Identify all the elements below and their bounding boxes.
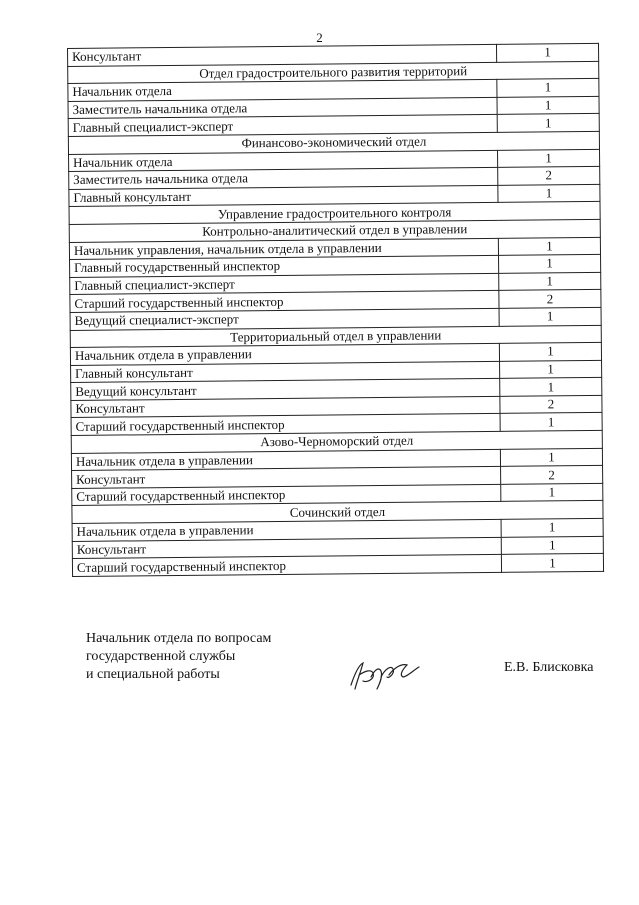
position-title: Начальник отдела в управлении	[70, 343, 499, 365]
position-count: 1	[497, 79, 599, 98]
section-title: Контрольно-аналитический отдел в управлении	[69, 219, 600, 242]
signer-title-line-2: государственной службы	[86, 649, 236, 664]
page-number: 2	[316, 30, 323, 45]
position-title: Главный специалист-эксперт	[68, 115, 497, 137]
section-title: Финансово-экономический отдел	[68, 131, 599, 154]
position-title: Начальник отдела в управлении	[72, 519, 501, 541]
staff-table-container	[67, 43, 604, 577]
position-count: 1	[500, 448, 602, 467]
position-count: 2	[500, 395, 602, 414]
position-title: Заместитель начальника отдела	[69, 168, 498, 190]
position-title: Старший государственный инспектор	[71, 414, 500, 436]
position-title: Главный специалист-эксперт	[70, 273, 499, 295]
position-title: Старший государственный инспектор	[72, 555, 501, 577]
position-title: Главный консультант	[71, 361, 500, 383]
signer-name: Е.В. Блисковка	[504, 660, 594, 675]
position-title: Консультант	[72, 537, 501, 559]
position-count: 1	[498, 184, 600, 203]
position-count: 1	[500, 360, 602, 379]
position-count: 2	[499, 290, 601, 309]
section-title: Сочинский отдел	[72, 501, 603, 524]
position-title: Начальник отдела	[69, 150, 498, 172]
position-title: Консультант	[72, 467, 501, 489]
section-title: Азово-Черноморский отдел	[71, 430, 602, 453]
position-count: 2	[501, 466, 603, 485]
signer-title-line-1: Начальник отдела по вопросам	[86, 631, 272, 646]
position-title: Начальник отдела в управлении	[71, 449, 500, 471]
position-count: 1	[500, 378, 602, 397]
position-title: Начальник отдела	[68, 80, 497, 102]
position-title: Консультант	[71, 396, 500, 418]
section-title: Территориальный отдел в управлении	[70, 325, 601, 348]
position-title: Главный государственный инспектор	[70, 255, 499, 277]
position-title: Ведущий специалист-эксперт	[70, 308, 499, 330]
signature-block	[86, 630, 271, 684]
position-count: 1	[497, 96, 599, 115]
table-row	[72, 554, 603, 577]
position-title: Консультант	[68, 44, 497, 66]
section-title: Управление градостроительного контроля	[69, 202, 600, 225]
position-title: Заместитель начальника отдела	[68, 97, 497, 119]
signer-title-line-3: и специальной работы	[86, 667, 220, 682]
position-title: Старший государственный инспектор	[72, 484, 501, 506]
position-count: 1	[501, 554, 603, 573]
position-count: 1	[497, 114, 599, 133]
position-count: 1	[499, 342, 601, 361]
staff-table-body	[68, 43, 604, 576]
position-count: 1	[501, 483, 603, 502]
position-count: 1	[501, 536, 603, 555]
position-count: 1	[500, 413, 602, 432]
position-count: 1	[499, 272, 601, 291]
position-title: Главный консультант	[69, 185, 498, 207]
handwritten-signature	[345, 655, 425, 695]
position-title: Старший государственный инспектор	[70, 291, 499, 313]
position-count: 1	[499, 255, 601, 274]
position-count: 2	[498, 167, 600, 186]
staff-table	[67, 43, 604, 577]
position-count: 1	[496, 43, 598, 62]
position-count: 1	[498, 237, 600, 256]
position-count: 1	[501, 518, 603, 537]
position-title: Начальник управления, начальник отдела в управлении	[69, 238, 498, 260]
position-count: 1	[497, 149, 599, 168]
section-title: Отдел градостроительного развития территорий	[68, 61, 599, 84]
position-title: Ведущий консультант	[71, 379, 500, 401]
position-count: 1	[499, 307, 601, 326]
